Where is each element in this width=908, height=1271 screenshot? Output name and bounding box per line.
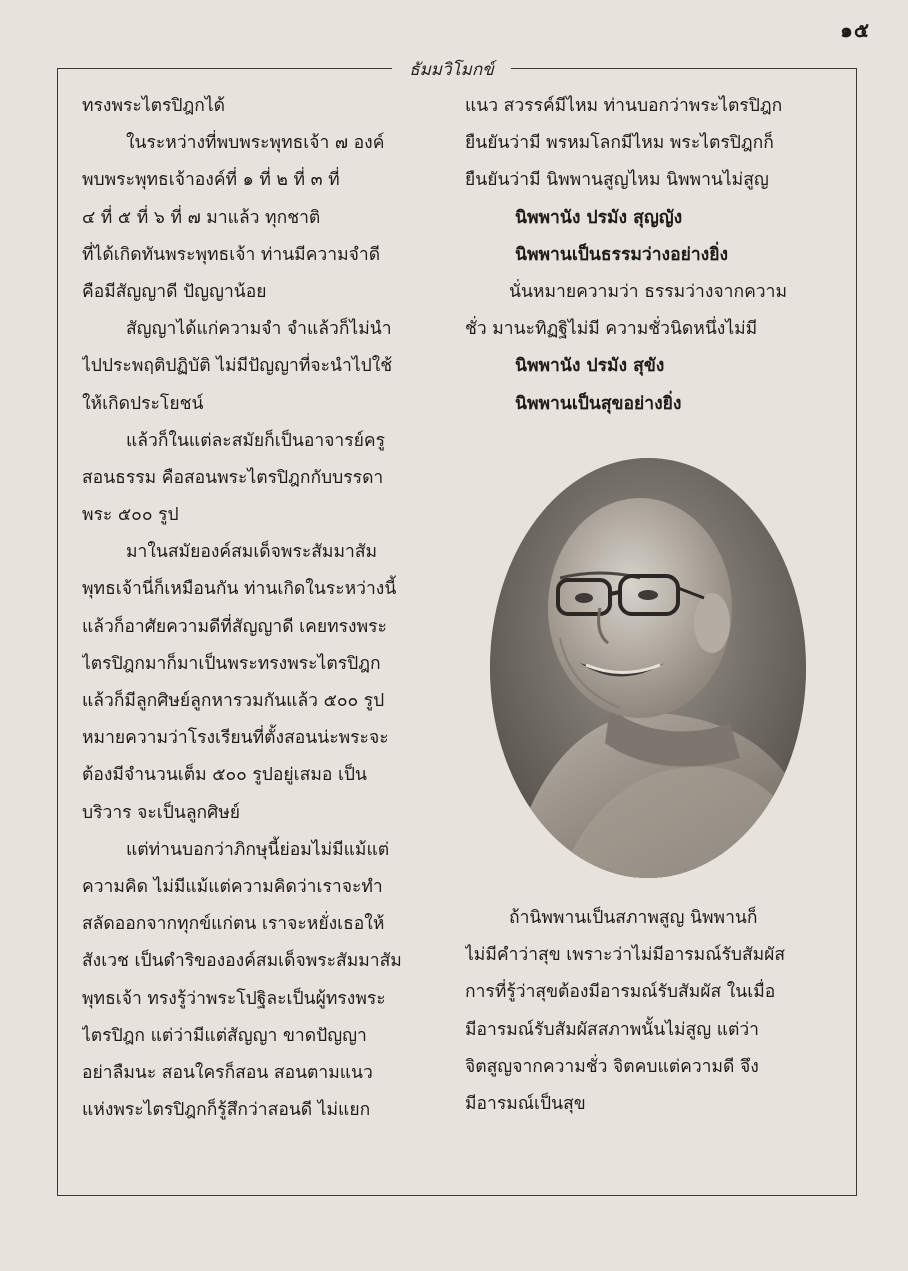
page-number: ๑๕ — [840, 18, 870, 42]
text-line: ถ้านิพพานเป็นสภาพสูญ นิพพานก็ — [509, 908, 758, 928]
verse-line: นิพพานเป็นธรรมว่างอย่างยิ่ง — [515, 244, 729, 265]
text-line: สอนธรรม คือสอนพระไตรปิฎกกับบรรดา — [82, 467, 384, 488]
text-line: ไตรปิฎก แต่ว่ามีแต่สัญญา ขาดปัญญา — [82, 1025, 367, 1046]
text-line: พระ ๕๐๐ รูป — [82, 505, 179, 526]
text-line: ไม่มีคำว่าสุข เพราะว่าไม่มีอารมณ์รับสัมผัส — [465, 945, 786, 966]
verse-line: นิพพานัง ปรมัง สุขัง — [515, 356, 665, 377]
text-line: ๔ ที่ ๕ ที่ ๖ ที่ ๗ มาแล้ว ทุกชาติ — [82, 207, 321, 228]
text-line: ยืนยันว่ามี พรหมโลกมีไหม พระไตรปิฎกก็ — [465, 133, 774, 154]
text-line: พุทธเจ้า ทรงรู้ว่าพระโปฐิละเป็นผู้ทรงพระ — [82, 988, 386, 1009]
text-line: พุทธเจ้านี่ก็เหมือนกัน ท่านเกิดในระหว่างนี้ — [82, 579, 397, 600]
text-line: สลัดออกจากทุกข์แก่ตน เราจะหยั่งเธอให้ — [82, 914, 385, 935]
text-line: นั่นหมายความว่า ธรรมว่างจากความ — [509, 281, 787, 302]
text-line: ยืนยันว่ามี นิพพานสูญไหม นิพพานไม่สูญ — [465, 170, 769, 191]
frame-top-right-rule — [511, 68, 857, 69]
text-line: ความคิด ไม่มีแม้แต่ความคิดว่าเราจะทำ — [82, 876, 383, 897]
text-line: สัญญาได้แก่ความจำ จำแล้วก็ไม่นำ — [126, 319, 392, 340]
text-line: มีอารมณ์เป็นสุข — [465, 1093, 586, 1114]
text-line: การที่รู้ว่าสุขต้องมีอารมณ์รับสัมผัส ในเมื่อ — [465, 982, 776, 1003]
text-line: ให้เกิดประโยชน์ — [82, 393, 204, 414]
text-line: แห่งพระไตรปิฎกก็รู้สึกว่าสอนดี ไม่แยก — [82, 1100, 371, 1121]
text-line: ที่ได้เกิดทันพระพุทธเจ้า ท่านมีความจำดี — [82, 244, 381, 265]
text-line: อย่าลืมนะ สอนใครก็สอน สอนตามแนว — [82, 1062, 373, 1083]
monk-portrait-photo — [490, 458, 806, 878]
frame-top-left-rule — [57, 68, 392, 69]
text-line: ต้องมีจำนวนเต็ม ๕๐๐ รูปอยู่เสมอ เป็น — [82, 765, 367, 786]
text-line: แนว สวรรค์มีไหม ท่านบอกว่าพระไตรปิฎก — [465, 96, 783, 116]
running-header-title: ธัมมวิโมกข์ — [409, 60, 494, 80]
text-line: แล้วก็ในแต่ละสมัยก็เป็นอาจารย์ครู — [126, 430, 385, 451]
text-line: พบพระพุทธเจ้าองค์ที่ ๑ ที่ ๒ ที่ ๓ ที่ — [82, 170, 340, 191]
text-line: ไปประพฤติปฏิบัติ ไม่มีปัญญาที่จะนำไปใช้ — [82, 356, 393, 377]
text-line: คือมีสัญญาดี ปัญญาน้อย — [82, 281, 267, 302]
text-line: แต่ท่านบอกว่าภิกษุนี้ย่อมไม่มีแม้แต่ — [126, 839, 390, 860]
left-column — [82, 88, 440, 1129]
text-line: สังเวช เป็นดำริขององค์สมเด็จพระสัมมาสัม — [82, 951, 402, 972]
text-line: ไตรปิฎกมาก็มาเป็นพระทรงพระไตรปิฎก — [82, 653, 381, 674]
text-line: ในระหว่างที่พบพระพุทธเจ้า ๗ องค์ — [126, 133, 385, 154]
text-line: หมายความว่าโรงเรียนที่ตั้งสอนน่ะพระจะ — [82, 728, 389, 749]
text-line: แล้วก็อาศัยความดีที่สัญญาดี เคยทรงพระ — [82, 616, 387, 637]
text-line: ทรงพระไตรปิฎกได้ — [82, 96, 225, 116]
text-line: จิตสูญจากความชั่ว จิตคบแต่ความดี จึง — [465, 1056, 759, 1077]
right-column-top — [465, 88, 833, 423]
text-line: แล้วก็มีลูกศิษย์ลูกหารวมกันแล้ว ๕๐๐ รูป — [82, 691, 385, 711]
text-line: บริวาร จะเป็นลูกศิษย์ — [82, 802, 241, 823]
verse-line: นิพพานเป็นสุขอย่างยิ่ง — [515, 393, 682, 414]
verse-line: นิพพานัง ปรมัง สุญญัง — [515, 207, 683, 228]
text-line: มาในสมัยองค์สมเด็จพระสัมมาสัม — [126, 542, 378, 563]
text-line: มีอารมณ์รับสัมผัสสภาพนั้นไม่สูญ แต่ว่า — [465, 1019, 759, 1040]
right-column-bottom — [465, 900, 833, 1123]
text-line: ชั่ว มานะทิฏฐิไม่มี ความชั่วนิดหนึ่งไม่มี — [465, 319, 758, 340]
portrait-illustration — [490, 458, 806, 878]
